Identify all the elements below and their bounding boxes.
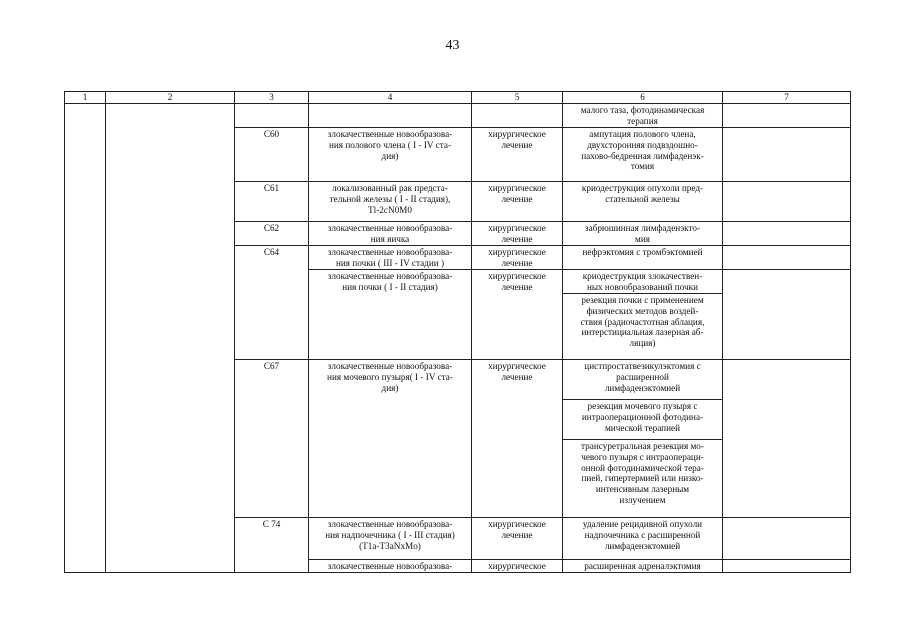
method-cell: криодеструкция опухоли пред- стательной железы — [563, 182, 723, 222]
col7-cell — [723, 360, 851, 518]
method-cell: забрюшинная лимфаденэкто- мия — [563, 222, 723, 246]
method-cell: ампутация полового члена, двухсторонняя подвздошно- пахово-бедренная лимфаденэк- томия — [563, 128, 723, 182]
diagnosis-cell: злокачественные новообразова- ния яичка — [309, 222, 472, 246]
table-row — [65, 104, 851, 128]
column-header: 3 — [235, 92, 309, 104]
col2-cell — [106, 104, 235, 573]
treatment-type-cell: хирургическое лечение — [472, 182, 563, 222]
code-cell: C60 — [235, 128, 309, 182]
method-cell: резекция почки с применением физических методов воздей- ствия (радиочастотная аблация, интерстициальная лазерная аб- ляция) — [563, 294, 723, 360]
column-header: 6 — [563, 92, 723, 104]
method-cell: расширенная адреналэктомия — [563, 560, 723, 573]
diagnosis-cell: злокачественные новообразова- — [309, 560, 472, 573]
col7-cell — [723, 182, 851, 222]
code-cell: C 74 — [235, 518, 309, 573]
col7-cell — [723, 128, 851, 182]
treatment-type-cell: хирургическое — [472, 560, 563, 573]
diagnosis-cell: злокачественные новообразова- ния мочевого пузыря( I - IV ста- дия) — [309, 360, 472, 518]
col1-cell — [65, 104, 106, 573]
col7-cell — [723, 560, 851, 573]
method-cell: нефрэктомия с тромбэктомией — [563, 246, 723, 270]
diagnosis-cell: злокачественные новообразова- ния надпочечника ( I - III стадия) (T1a-T3aNxMo) — [309, 518, 472, 560]
treatment-type-cell: хирургическое лечение — [472, 246, 563, 270]
treatment-type-cell: хирургическое лечение — [472, 360, 563, 518]
diagnosis-cell — [309, 104, 472, 128]
code-cell: C61 — [235, 182, 309, 222]
code-cell: C67 — [235, 360, 309, 518]
code-cell: C62 — [235, 222, 309, 246]
column-header: 4 — [309, 92, 472, 104]
page-number: 43 — [445, 38, 460, 53]
code-cell — [235, 104, 309, 128]
treatment-type-cell — [472, 104, 563, 128]
col7-cell — [723, 270, 851, 360]
treatment-type-cell: хирургическое лечение — [472, 518, 563, 560]
column-header: 5 — [472, 92, 563, 104]
treatment-type-cell: хирургическое лечение — [472, 222, 563, 246]
method-cell: цистпростатвезикулэктомия с расширенной лимфаденэктомией — [563, 360, 723, 400]
diagnosis-cell: злокачественные новообразова- ния почки ( III - IV стадии ) — [309, 246, 472, 270]
code-cell: C64 — [235, 246, 309, 360]
method-cell: трансуретральная резекция мо- чевого пузыря с интраопераци- онной фотодинамической тера- пией, гипертермией или низко- интенсивным лазерным излучением — [563, 440, 723, 518]
treatment-type-cell: хирургическое лечение — [472, 270, 563, 360]
col7-cell — [723, 518, 851, 560]
diagnosis-cell: локализованный рак предста- тельной железы ( I - II стадия), Tl-2cN0M0 — [309, 182, 472, 222]
column-header: 7 — [723, 92, 851, 104]
method-cell: малого таза, фотодинамическая терапия — [563, 104, 723, 128]
header-row — [65, 92, 851, 104]
col7-cell — [723, 104, 851, 128]
col7-cell — [723, 222, 851, 246]
procedures-table — [64, 91, 851, 573]
col7-cell — [723, 246, 851, 270]
diagnosis-cell: злокачественные новообразова- ния почки ( I - II стадия) — [309, 270, 472, 360]
column-header: 1 — [65, 92, 106, 104]
column-header: 2 — [106, 92, 235, 104]
method-cell: криодеструкция злокачествен- ных новообразований почки — [563, 270, 723, 294]
method-cell: удаление рецидивной опухоли надпочечника с расширенной лимфаденэктомией — [563, 518, 723, 560]
method-cell: резекция мочевого пузыря с интраоперационной фотодина- мической терапией — [563, 400, 723, 440]
diagnosis-cell: злокачественные новообразова- ния полового члена ( I - IV ста- дия) — [309, 128, 472, 182]
treatment-type-cell: хирургическое лечение — [472, 128, 563, 182]
